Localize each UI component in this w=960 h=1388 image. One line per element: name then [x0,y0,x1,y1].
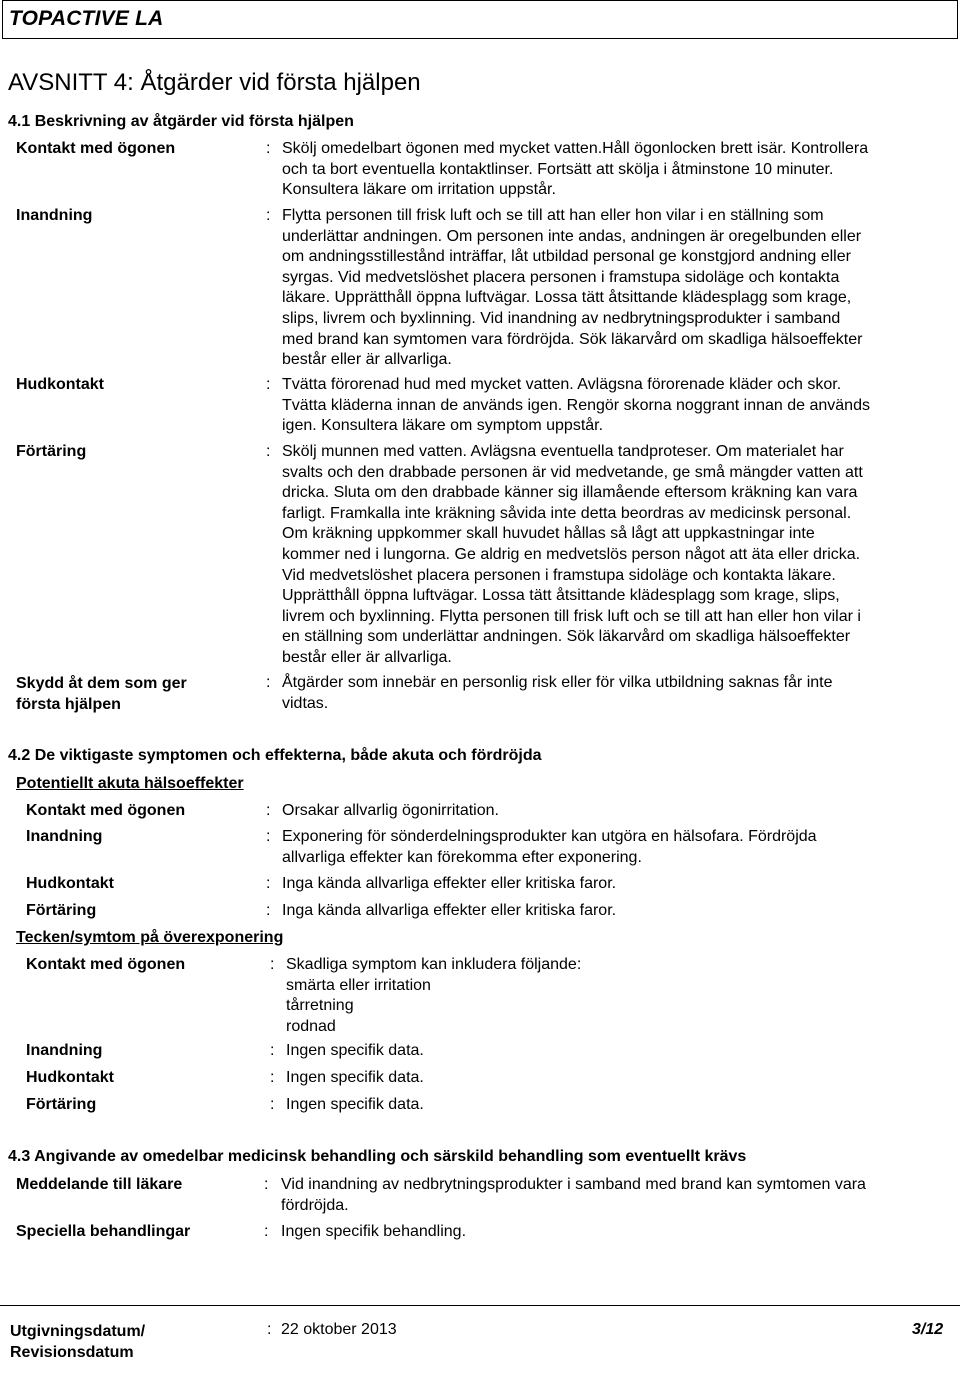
special-treatments-text: Ingen specifik behandling. [281,1223,467,1240]
separator: : [270,1096,275,1113]
acute-skin-text: Inga kända allvarliga effekter eller kritiska faror. [282,875,617,892]
overexp-ingestion-label: Förtäring [26,1096,97,1113]
separator: : [266,902,271,919]
overexp-eye-text: Skadliga symptom kan inkludera följande: smärta eller irritation tårretning rodnad [286,956,582,1035]
note-to-physician-label: Meddelande till läkare [16,1176,183,1193]
overexp-eye-label: Kontakt med ögonen [26,956,186,973]
separator: : [266,207,271,224]
overexp-inhalation-label: Inandning [26,1042,103,1059]
acute-inhalation-label: Inandning [26,828,103,845]
first-aid-eye-label: Kontakt med ögonen [16,140,176,157]
separator: : [264,1176,269,1193]
overexp-skin-label: Hudkontakt [26,1069,114,1086]
subsection-4-1-heading: 4.1 Beskrivning av åtgärder vid första hjälpen [8,113,354,130]
acute-ingestion-label: Förtäring [26,902,97,919]
separator: : [266,140,271,157]
separator: : [270,1069,275,1086]
first-aid-protection-label: Skydd åt dem som ger första hjälpen [16,675,187,713]
first-aid-ingestion-label: Förtäring [16,443,87,460]
first-aid-inhalation-label: Inandning [16,207,93,224]
subsection-4-3-heading: 4.3 Angivande av omedelbar medicinsk behandling och särskild behandling som eventuellt krävs [8,1148,747,1165]
separator: : [266,674,271,691]
separator: : [264,1223,269,1240]
footer-date-label: Utgivningsdatum/ Revisionsdatum [10,1323,146,1361]
acute-inhalation-text: Exponering för sönderdelningsprodukter kan utgöra en hälsofara. Fördröjda allvarliga effekter kan förekomma efter exponering. [282,828,817,866]
acute-ingestion-text: Inga kända allvarliga effekter eller kritiska faror. [282,902,617,919]
footer-divider [0,1305,960,1306]
footer-date: 22 oktober 2013 [281,1321,397,1338]
separator: : [266,376,271,393]
acute-eye-label: Kontakt med ögonen [26,802,186,819]
first-aid-ingestion-text: Skölj munnen med vatten. Avlägsna eventuella tandproteser. Om materialet har svalts och den drabbade personen är vid medvetande, ge små mängder vatten att dricka. Sluta om den drabbade känner sig illamående eftersom kräkning kan vara farligt. Framkalla inte kräkning såvida inte detta beordras av medicinsk personal. Om kräkning uppkommer skall huvudet hållas så lågt att uppkastningar inte kommer ned i lungorna. Ge aldrig en medvetslös person något att äta eller dricka. Vid medvetslöshet placera personen i framstupa sidoläge och kontakta läkare. Upprätthåll öppna luftvägar. Lossa tätt åtsittande klädesplagg som krage, slips, livrem och byxlinning. Flytta personen till frisk luft och se till att han eller hon vilar i en ställning som underlättar andningen. Sök läkarvård om skadliga hälsoeffekter består eller är allvarliga. [282,443,863,666]
note-to-physician-text: Vid inandning av nedbrytningsprodukter i samband med brand kan symtomen vara fördröjda. [281,1176,866,1214]
first-aid-eye-text: Skölj omedelbart ögonen med mycket vatten.Håll ögonlocken brett isär. Kontrollera och ta bort eventuella kontaktlinser. Fortsätt att skölja i åtminstone 10 minuter. Konsultera läkare om irritation uppstår. [282,140,869,199]
separator: : [267,1321,272,1338]
separator: : [266,802,271,819]
acute-effects-heading: Potentiellt akuta hälsoeffekter [16,775,244,792]
first-aid-skin-label: Hudkontakt [16,376,104,393]
section-title: AVSNITT 4: Åtgärder vid första hjälpen [8,69,421,96]
separator: : [266,828,271,845]
subsection-4-2-heading: 4.2 De viktigaste symptomen och effekterna, både akuta och fördröjda [8,747,542,764]
first-aid-inhalation-text: Flytta personen till frisk luft och se till att han eller hon vilar i en ställning som underlättar andningen. Om personen inte andas, andningen är oregelbunden eller om andningsstillestånd inträffar, låt utbildad personal ge konstgjord andning eller syrgas. Vid medvetslöshet placera personen i framstupa sidoläge och kontakta läkare. Upprätthåll öppna luftvägar. Lossa tätt åtsittande klädesplagg som krage, slips, livrem och byxlinning. Vid inandning av nedbrytningsprodukter i samband med brand kan symtomen vara fördröjda. Sök läkarvård om skadliga hälsoeffekter består eller är allvarliga. [282,207,863,369]
page-number: 3/12 [912,1321,944,1338]
separator: : [270,956,275,973]
acute-skin-label: Hudkontakt [26,875,114,892]
document-header [2,0,958,39]
overexp-ingestion-text: Ingen specifik data. [286,1096,424,1113]
first-aid-protection-text: Åtgärder som innebär en personlig risk eller för vilka utbildning saknas får inte vidtas. [282,674,833,712]
overexp-skin-text: Ingen specifik data. [286,1069,424,1086]
product-name: TOPACTIVE LA [9,7,164,30]
acute-eye-text: Orsakar allvarlig ögonirritation. [282,802,499,819]
special-treatments-label: Speciella behandlingar [16,1223,191,1240]
separator: : [270,1042,275,1059]
overexposure-heading: Tecken/symtom på överexponering [16,929,284,946]
separator: : [266,875,271,892]
overexp-inhalation-text: Ingen specifik data. [286,1042,424,1059]
separator: : [266,443,271,460]
first-aid-skin-text: Tvätta förorenad hud med mycket vatten. Avlägsna förorenade kläder och skor. Tvätta kläderna innan de används igen. Rengör skorna noggrant innan de används igen. Konsultera läkare om symptom uppstår. [282,376,870,435]
